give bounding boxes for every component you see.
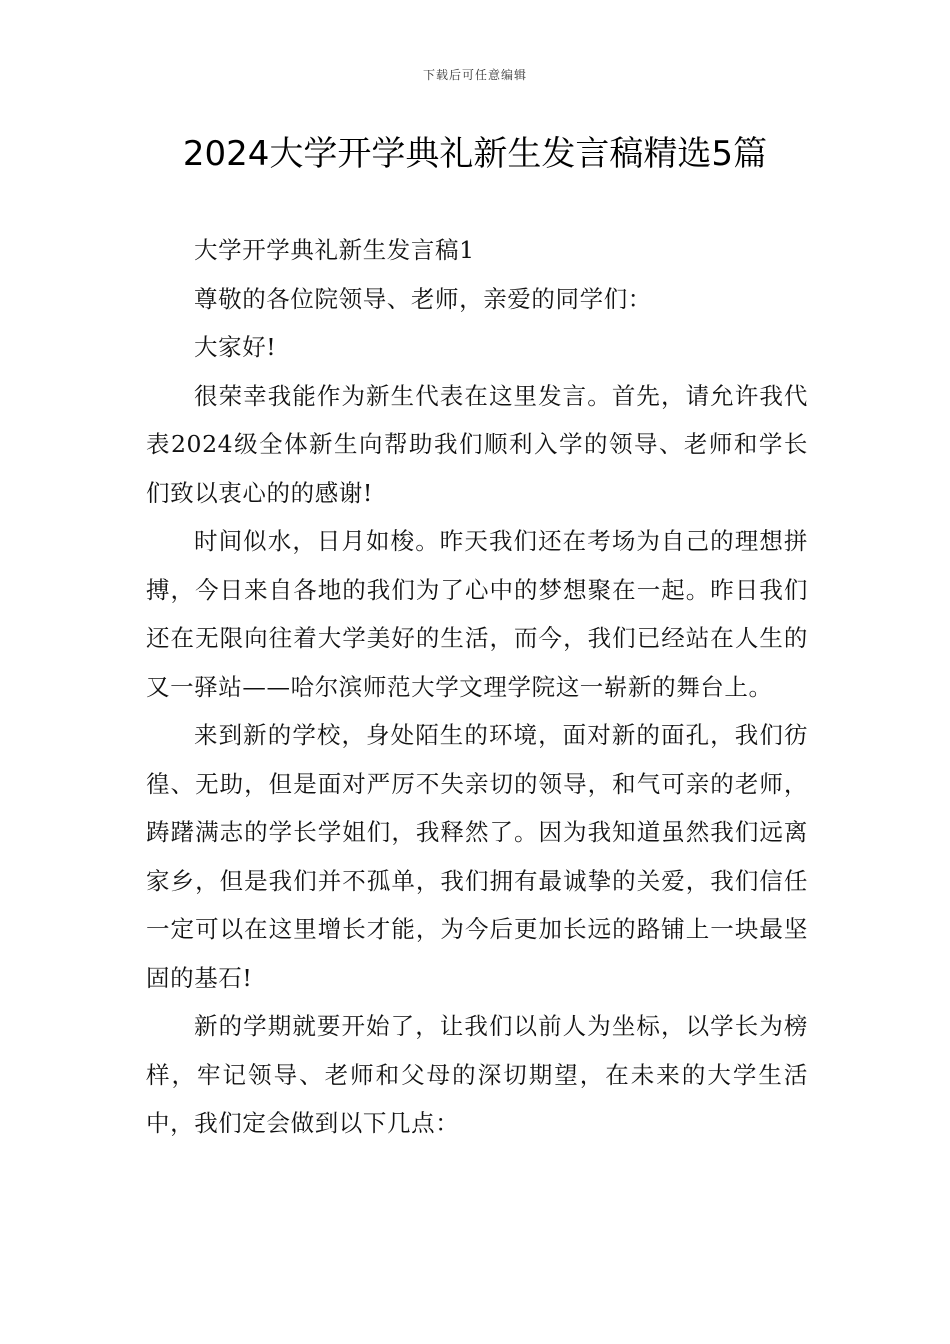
section-heading: 大学开学典礼新生发言稿1	[194, 236, 475, 264]
salutation: 尊敬的各位院领导、老师，亲爱的同学们：	[194, 284, 652, 313]
header-note: 下载后可任意编辑	[422, 68, 527, 82]
document-body	[146, 226, 808, 1148]
greeting: 大家好!	[194, 333, 277, 361]
paragraph: 来到新的学校，身处陌生的环境，面对新的面孔，我们彷徨、无助，但是面对严厉不失亲切的领导，和气可亲的老师，踌躇满志的学长学姐们，我释然了。因为我知道虽然我们远离家乡，但是我们并不孤单，我们拥有最诚挚的关爱，我们信任一定可以在这里增长才能，为今后更加长远的路铺上一块最坚固的基石!	[146, 721, 808, 992]
document-title: 2024大学开学典礼新生发言稿精选5篇	[182, 134, 768, 174]
paragraph: 新的学期就要开始了，让我们以前人为坐标，以学长为榜样，牢记领导、老师和父母的深切期望，在未来的大学生活中，我们定会做到以下几点：	[146, 1012, 808, 1137]
paragraph: 时间似水，日月如梭。昨天我们还在考场为自己的理想拼搏，今日来自各地的我们为了心中的梦想聚在一起。昨日我们还在无限向往着大学美好的生活，而今，我们已经站在人生的又一驿站——哈尔滨师范大学文理学院这一崭新的舞台上。	[146, 527, 808, 701]
paragraph: 很荣幸我能作为新生代表在这里发言。首先，请允许我代表2024级全体新生向帮助我们顺利入学的领导、老师和学长们致以衷心的的感谢!	[146, 381, 808, 507]
